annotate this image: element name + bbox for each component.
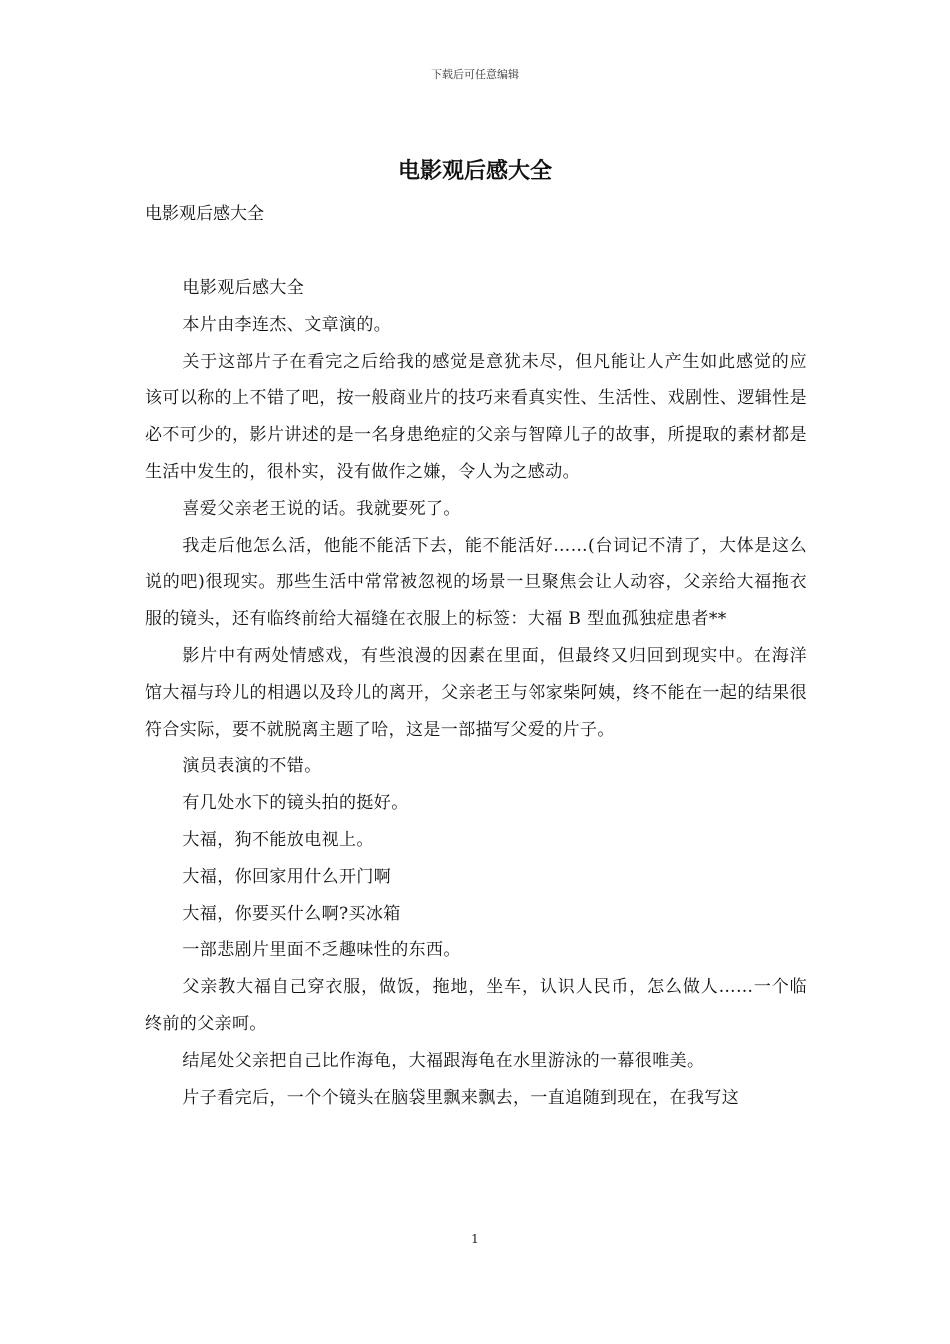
document-body [145,270,807,1116]
paragraph: 有几处水下的镜头拍的挺好。 [182,793,409,814]
paragraph: 电影观后感大全 [182,278,305,298]
header-note: 下载后可任意编辑 [431,68,519,81]
paragraph: 喜爱父亲老王说的话。我就要死了。 [182,498,461,519]
document-title: 电影观后感大全 [397,158,552,184]
paragraph: 大福，狗不能放电视上。 [182,829,374,850]
paragraph: 结尾处父亲把自己比作海龟，大福跟海龟在水里游泳的一幕很唯美。 [182,1050,705,1071]
document-subtitle: 电影观后感大全 [145,204,264,224]
paragraph: 片子看完后，一个个镜头在脑袋里飘来飘去，一直追随到现在，在我写这 [182,1087,740,1108]
paragraph: 演员表演的不错。 [182,756,322,777]
paragraph: 大福，你要买什么啊?买冰箱 [182,903,401,924]
paragraph: 一部悲剧片里面不乏趣味性的东西。 [182,940,461,961]
paragraph: 我走后他怎么活，他能不能活下去，能不能活好……(台词记不清了，大体是这么说的吧)很现实。那些生活中常常被忽视的场景一旦聚焦会让人动容，父亲给大福拖衣服的镜头，还有临终前给大福缝在衣服上的标签：大福 B 型血孤独症患者** [145,535,807,630]
paragraph: 大福，你回家用什么开门啊 [182,866,392,887]
paragraph: 影片中有两处情感戏，有些浪漫的因素在里面，但最终又归回到现实中。在海洋馆大福与玲儿的相遇以及玲儿的离开，父亲老王与邻家柴阿姨，终不能在一起的结果很符合实际，要不就脱离主题了哈，这是一部描写父爱的片子。 [145,645,807,740]
paragraph: 本片由李连杰、文章演的。 [182,314,392,335]
paragraph: 父亲教大福自己穿衣服，做饭，拖地，坐车，认识人民币，怎么做人……一个临终前的父亲呵。 [145,977,807,1034]
page-number: 1 [471,1232,479,1246]
paragraph: 关于这部片子在看完之后给我的感觉是意犹未尽，但凡能让人产生如此感觉的应该可以称的上不错了吧，按一般商业片的技巧来看真实性、生活性、戏剧性、逻辑性是必不可少的，影片讲述的是一名身患绝症的父亲与智障儿子的故事，所提取的素材都是生活中发生的，很朴实，没有做作之嫌，令人为之感动。 [145,351,807,482]
